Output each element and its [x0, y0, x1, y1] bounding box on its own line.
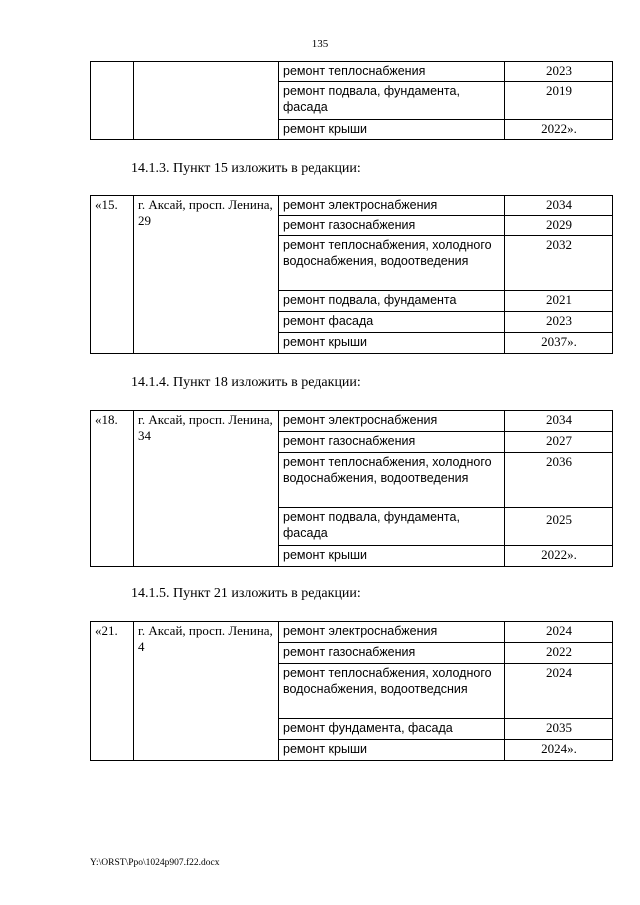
year-cell: 2023: [505, 62, 613, 82]
work-type-cell: ремонт теплоснабжения: [279, 62, 505, 82]
year-cell: 2022: [505, 643, 613, 664]
year-cell: 2032: [505, 236, 613, 291]
item-number-cell: «18.: [91, 411, 134, 567]
year-cell: 2024: [505, 622, 613, 643]
year-cell: 2019: [505, 82, 613, 120]
section-heading-21: 14.1.5. Пункт 21 изложить в редакции:: [131, 586, 361, 601]
address-cell: г. Аксай, просп. Ленина, 4: [134, 622, 279, 761]
year-cell: 2036: [505, 453, 613, 508]
address-cell: г. Аксай, просп. Ленина, 29: [134, 196, 279, 354]
year-cell: 2034: [505, 196, 613, 216]
work-type-cell: ремонт крыши: [279, 120, 505, 140]
work-type-cell: ремонт фундамента, фасада: [279, 719, 505, 740]
work-type-cell: ремонт теплоснабжения, холодного водоснабжения, водоотведения: [279, 236, 505, 291]
page-number: 135: [311, 38, 329, 50]
item-number-cell: «21.: [91, 622, 134, 761]
section-heading-15: 14.1.3. Пункт 15 изложить в редакции:: [131, 161, 361, 176]
work-type-cell: ремонт электроснабжения: [279, 622, 505, 643]
year-cell: 2037».: [505, 333, 613, 354]
work-type-cell: ремонт подвала, фундамента: [279, 291, 505, 312]
year-cell: 2025: [505, 508, 613, 546]
work-type-cell: ремонт газоснабжения: [279, 432, 505, 453]
work-type-cell: ремонт газоснабжения: [279, 643, 505, 664]
work-type-cell: ремонт газоснабжения: [279, 216, 505, 236]
year-cell: 2023: [505, 312, 613, 333]
year-cell: 2034: [505, 411, 613, 432]
year-cell: 2027: [505, 432, 613, 453]
year-cell: 2029: [505, 216, 613, 236]
year-cell: 2035: [505, 719, 613, 740]
work-type-cell: ремонт электроснабжения: [279, 411, 505, 432]
address-cell: г. Аксай, просп. Ленина, 34: [134, 411, 279, 567]
year-cell: 2021: [505, 291, 613, 312]
works-table-21: [90, 621, 613, 761]
address-cell: [134, 62, 279, 140]
work-type-cell: ремонт крыши: [279, 333, 505, 354]
works-table-continued: [90, 61, 613, 140]
item-number-cell: «15.: [91, 196, 134, 354]
file-path-footer: Y:\ORST\Ppo\1024p907.f22.docx: [90, 858, 220, 868]
works-table-15: [90, 195, 613, 354]
work-type-cell: ремонт подвала, фундамента, фасада: [279, 508, 505, 546]
work-type-cell: ремонт крыши: [279, 546, 505, 567]
work-type-cell: ремонт теплоснабжения, холодного водоснабжения, водоотведсния: [279, 664, 505, 719]
year-cell: 2024».: [505, 740, 613, 761]
year-cell: 2022».: [505, 120, 613, 140]
year-cell: 2022».: [505, 546, 613, 567]
work-type-cell: ремонт крыши: [279, 740, 505, 761]
work-type-cell: ремонт теплоснабжения, холодного водоснабжения, водоотведения: [279, 453, 505, 508]
work-type-cell: ремонт подвала, фундамента, фасада: [279, 82, 505, 120]
work-type-cell: ремонт фасада: [279, 312, 505, 333]
works-table-18: [90, 410, 613, 567]
year-cell: 2024: [505, 664, 613, 719]
item-number-cell: [91, 62, 134, 140]
section-heading-18: 14.1.4. Пункт 18 изложить в редакции:: [131, 375, 361, 390]
work-type-cell: ремонт электроснабжения: [279, 196, 505, 216]
